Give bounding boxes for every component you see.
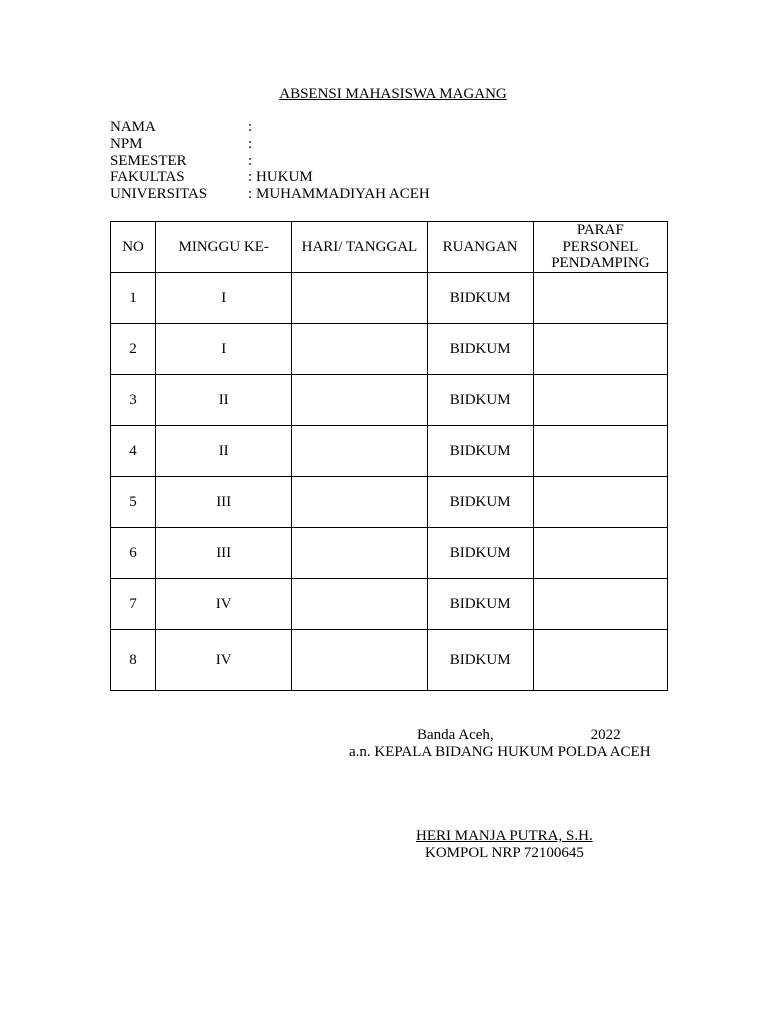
info-value: MUHAMMADIYAH ACEH: [256, 186, 430, 203]
cell-hari-tanggal[interactable]: [292, 426, 427, 477]
signatory-name: HERI MANJA PUTRA, S.H.: [416, 828, 593, 844]
info-colon: :: [248, 186, 253, 203]
cell-ruangan: BIDKUM: [427, 426, 533, 477]
cell-no: 3: [111, 375, 156, 426]
cell-minggu: III: [156, 477, 292, 528]
cell-minggu: IV: [156, 579, 292, 630]
cell-ruangan: BIDKUM: [427, 630, 533, 691]
info-colon: :: [248, 135, 253, 152]
cell-no: 2: [111, 324, 156, 375]
signature-year: 2022: [590, 727, 621, 743]
info-label: NPM: [110, 135, 143, 152]
cell-ruangan: BIDKUM: [427, 477, 533, 528]
info-row-universitas: [110, 186, 430, 203]
cell-paraf[interactable]: [533, 273, 667, 324]
cell-ruangan: BIDKUM: [427, 273, 533, 324]
table-header-row: [111, 222, 668, 273]
cell-no: 6: [111, 528, 156, 579]
signatory-rank-nrp: KOMPOL NRP 72100645: [425, 845, 584, 861]
header-paraf-line: PENDAMPING: [551, 255, 650, 272]
cell-paraf[interactable]: [533, 375, 667, 426]
header-paraf-line: PARAF: [576, 222, 624, 239]
signature-place-date: [417, 727, 621, 744]
cell-ruangan: BIDKUM: [427, 528, 533, 579]
cell-hari-tanggal[interactable]: [292, 528, 427, 579]
info-colon: :: [248, 169, 253, 186]
table-row: [111, 426, 668, 477]
attendance-table: [110, 221, 668, 691]
header-minggu: MINGGU KE-: [156, 222, 292, 273]
cell-minggu: I: [156, 273, 292, 324]
cell-ruangan: BIDKUM: [427, 324, 533, 375]
cell-paraf[interactable]: [533, 528, 667, 579]
header-ruangan: RUANGAN: [427, 222, 533, 273]
table-row: [111, 375, 668, 426]
cell-no: 7: [111, 579, 156, 630]
cell-no: 1: [111, 273, 156, 324]
info-row-npm: [110, 136, 430, 153]
cell-paraf[interactable]: [533, 579, 667, 630]
header-hari-tanggal: HARI/ TANGGAL: [292, 222, 427, 273]
cell-no: 5: [111, 477, 156, 528]
signature-place: Banda Aceh,: [417, 727, 494, 743]
table-row: [111, 273, 668, 324]
table-row: [111, 324, 668, 375]
cell-paraf[interactable]: [533, 324, 667, 375]
info-label: UNIVERSITAS: [110, 186, 208, 203]
cell-hari-tanggal[interactable]: [292, 579, 427, 630]
cell-paraf[interactable]: [533, 426, 667, 477]
document-title: ABSENSI MAHASISWA MAGANG: [279, 86, 507, 102]
student-info-block: [110, 119, 430, 203]
table-row: [111, 528, 668, 579]
cell-minggu: II: [156, 426, 292, 477]
cell-paraf[interactable]: [533, 630, 667, 691]
cell-hari-tanggal[interactable]: [292, 273, 427, 324]
cell-paraf[interactable]: [533, 477, 667, 528]
cell-no: 8: [111, 630, 156, 691]
table-row: [111, 630, 668, 691]
table-row: [111, 477, 668, 528]
info-row-nama: [110, 119, 430, 136]
cell-ruangan: BIDKUM: [427, 375, 533, 426]
info-label: NAMA: [110, 119, 156, 135]
header-paraf-line: PERSONEL: [562, 238, 639, 255]
info-value: HUKUM: [256, 169, 313, 186]
cell-hari-tanggal[interactable]: [292, 324, 427, 375]
header-paraf: [533, 222, 667, 273]
info-label: SEMESTER: [110, 152, 187, 169]
cell-minggu: I: [156, 324, 292, 375]
signature-role: a.n. KEPALA BIDANG HUKUM POLDA ACEH: [349, 744, 651, 760]
table-row: [111, 579, 668, 630]
cell-no: 4: [111, 426, 156, 477]
cell-hari-tanggal[interactable]: [292, 477, 427, 528]
cell-ruangan: BIDKUM: [427, 579, 533, 630]
cell-minggu: II: [156, 375, 292, 426]
info-label: FAKULTAS: [110, 169, 185, 186]
info-colon: :: [248, 119, 253, 135]
cell-hari-tanggal[interactable]: [292, 375, 427, 426]
header-no: NO: [111, 222, 156, 273]
info-colon: :: [248, 152, 253, 169]
info-row-semester: [110, 153, 430, 170]
info-row-fakultas: [110, 169, 430, 186]
cell-hari-tanggal[interactable]: [292, 630, 427, 691]
cell-minggu: IV: [156, 630, 292, 691]
cell-minggu: III: [156, 528, 292, 579]
